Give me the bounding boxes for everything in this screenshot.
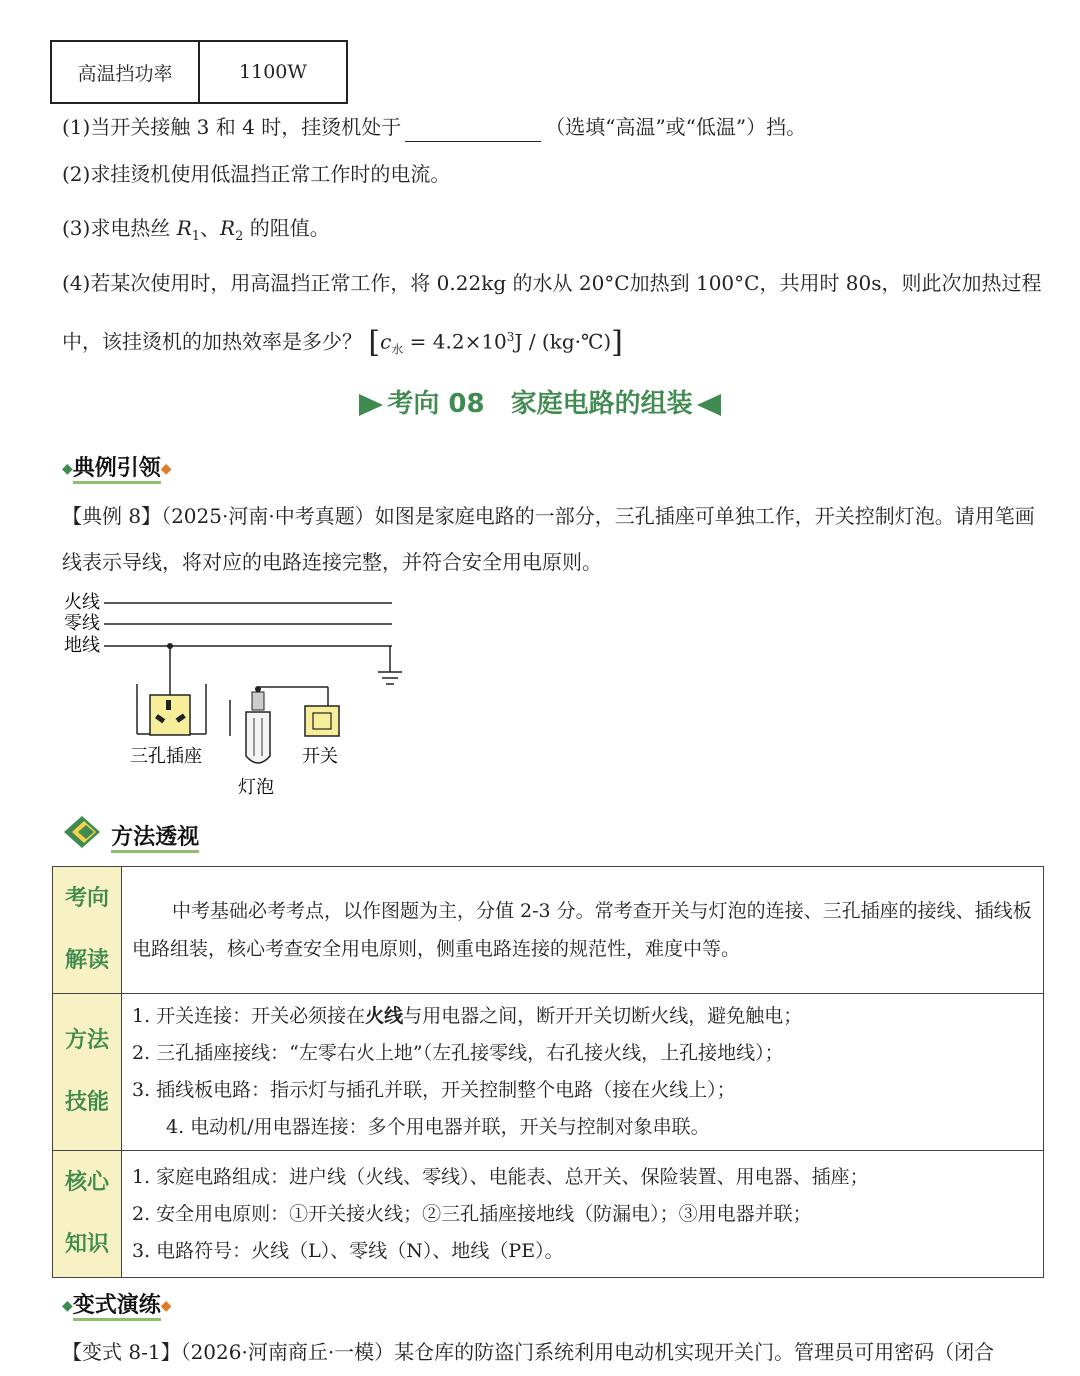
r1-subscript: 1 (191, 229, 201, 244)
variant-text: 【变式 8-1】（2026·河南商丘·一模）某仓库的防盗门系统利用电动机实现开关门。管理员可用密码（闭合 (62, 1340, 995, 1364)
question-2: (2)求挂烫机使用低温挡正常工作时的电流。 (62, 162, 451, 186)
param-label: 高温挡功率 (51, 41, 199, 103)
switch (305, 706, 339, 736)
skill-item-1: 1. 开关连接：开关必须接在火线与用电器之间，断开开关切断火线，避免触电； (132, 1005, 803, 1027)
question-4-text: 中，该挂烫机的加热效率是多少？ (62, 329, 362, 354)
question-1 (62, 112, 806, 142)
example-heading-text: 典例引领 (73, 456, 161, 484)
knowledge-item-2: 2. 安全用电原则：①开关接火线；②三孔插座接地线（防漏电）；③用电器并联； (132, 1202, 812, 1225)
param-value: 1100W (199, 41, 347, 103)
ground-wire-label: 地线 (64, 635, 100, 656)
answer-blank[interactable] (405, 119, 541, 142)
method-diamond-icon (60, 812, 106, 852)
parameter-table (50, 40, 348, 104)
bracket-left: [ (368, 325, 381, 361)
diamond-icon: ◆ (62, 1298, 73, 1314)
variant-heading (62, 1288, 172, 1319)
section-title (0, 383, 1080, 420)
formula-eq: = 4.2×10 (403, 329, 507, 354)
earth-symbol (378, 646, 402, 684)
formula-sub: 水 (391, 342, 404, 357)
example-heading (62, 451, 172, 482)
r2-subscript: 2 (235, 229, 244, 244)
arrow-left-icon (697, 394, 721, 416)
socket-label: 三孔插座 (130, 746, 202, 767)
row-label: 考向 解读 (53, 867, 122, 994)
question-3-text: (3)求电热丝 (62, 216, 171, 240)
formula-c: c (380, 329, 392, 354)
method-heading-text: 方法透视 (111, 825, 199, 853)
method-heading (60, 812, 199, 852)
row-label: 核心 知识 (53, 1151, 122, 1278)
skills-list (122, 994, 1044, 1151)
knowledge-list (122, 1151, 1044, 1278)
circuit-diagram (62, 588, 422, 800)
section-title-text: 考向 08 家庭电路的组装 (387, 389, 693, 419)
orientation-text: 中考基础必考考点，以作图题为主，分值 2-3 分。常考查开关与灯泡的连接、三孔插座的接线、插线板电路组装，核心考查安全用电原则，侧重电路连接的规范性，难度中等。 (122, 867, 1044, 994)
switch-label: 开关 (302, 746, 338, 767)
knowledge-item-3: 3. 电路符号：火线（L）、零线（N）、地线（PE）。 (132, 1239, 564, 1262)
diamond-icon: ◆ (62, 461, 73, 477)
method-row-skills (53, 994, 1044, 1151)
formula-unit: J / (kg·℃) (514, 329, 612, 354)
method-table (52, 866, 1044, 1278)
skill-item-3: 3. 插线板电路：指示灯与插孔并联，开关控制整个电路（接在火线上）； (132, 1079, 736, 1101)
knowledge-item-1: 1. 家庭电路组成：进户线（火线、零线）、电能表、总开关、保险装置、用电器、插座； (132, 1165, 869, 1188)
bulb-label: 灯泡 (238, 777, 274, 798)
skill-item-2: 2. 三孔插座接线：“左零右火上地”（左孔接零线，右孔接火线，上孔接地线）； (132, 1042, 784, 1064)
variant-heading-text: 变式演练 (73, 1293, 161, 1321)
example-text: 【典例 8】（2025·河南·中考真题）如图是家庭电路的一部分，三孔插座可单独工作，开关控制灯泡。请用笔画线表示导线，将对应的电路连接完整，并符合安全用电原则。 (62, 504, 1035, 574)
diamond-icon: ◆ (160, 1298, 172, 1314)
neutral-wire-label: 零线 (64, 613, 100, 634)
question-3-sep: 、 (200, 216, 221, 240)
r1-symbol: R (176, 216, 192, 240)
r2-symbol: R (220, 216, 236, 240)
three-pin-socket (137, 643, 206, 735)
question-1-hint: （选填“高温”或“低温”）挡。 (545, 115, 807, 139)
question-3 (62, 213, 330, 252)
live-wire-label: 火线 (64, 592, 100, 613)
method-row-knowledge (53, 1151, 1044, 1278)
method-row-orientation (53, 867, 1044, 994)
skill-item-4: 4. 电动机/用电器连接：多个用电器并联，开关与控制对象串联。 (166, 1116, 710, 1138)
bracket-right: ] (611, 325, 623, 361)
question-4-line2 (62, 322, 623, 365)
question-3-suffix: 的阻值。 (249, 216, 330, 240)
question-4-line1: (4)若某次使用时，用高温挡正常工作，将 0.22kg 的水从 20°C加热到 100°C，共用时 80s，则此次加热过程 (62, 271, 1042, 295)
arrow-right-icon (359, 394, 383, 416)
question-1-text: (1)当开关接触 3 和 4 时，挂烫机处于 (62, 115, 402, 139)
formula-exp: 3 (506, 330, 515, 344)
row-label: 方法 技能 (53, 994, 122, 1151)
diamond-icon: ◆ (160, 461, 172, 477)
